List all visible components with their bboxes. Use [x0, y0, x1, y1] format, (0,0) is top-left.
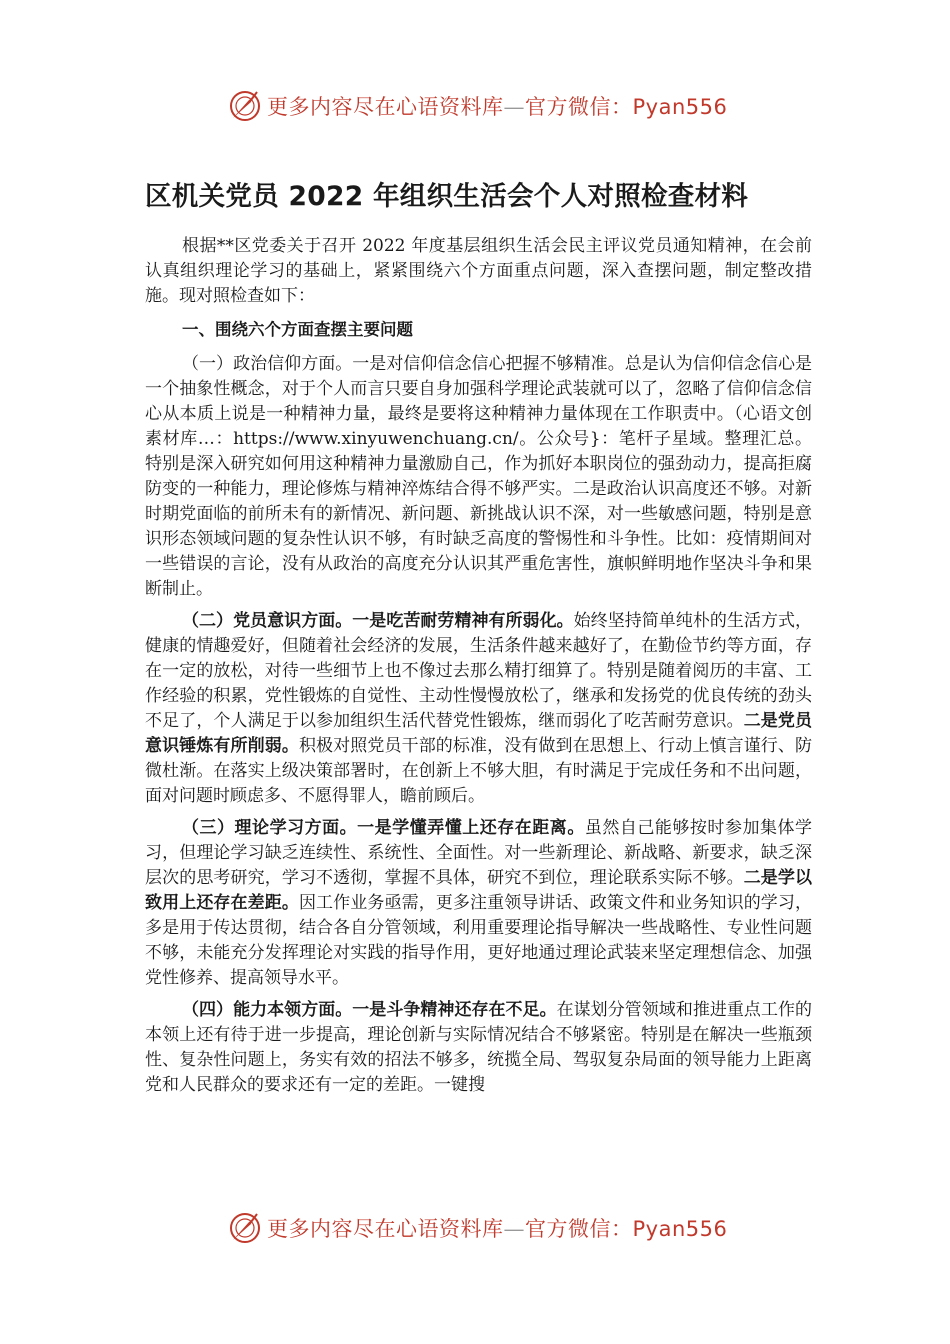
banner-dash: —: [503, 1217, 525, 1241]
document-title: 区机关党员 2022 年组织生活会个人对照检查材料: [145, 181, 749, 212]
banner-text: [267, 91, 727, 121]
paragraph-ability: [145, 998, 812, 1098]
subheading: （二）党员意识方面。一是吃苦耐劳精神有所弱化。: [182, 611, 574, 631]
paragraph-text: 在谋划分管领域和推进重点工作的本领上还有待于进一步提高，理论创新与实际情况结合不够紧密。特别是在解决一些瓶颈性、复杂性问题上，务实有效的招法不够多，统揽全局、驾驭复杂局面的领导能力上距离党和人民群众的要求还有一定的差距。一键搜: [145, 1000, 813, 1095]
paragraph-text: 始终坚持简单纯朴的生活方式，健康的情趣爱好，但随着社会经济的发展，生活条件越来越好了，在勤俭节约等方面，存在一定的放松，对待一些细节上也不像过去那么精打细算了。特别是随着阅历的丰富、工作经验的积累，党性锻炼的自觉性、主动性慢慢放松了，继承和发扬党的优良传统的劲头不足了，个人满足于以参加组织生活代替党性锻炼，继而弱化了吃苦耐劳意识。: [145, 611, 813, 731]
logo-icon: [227, 88, 263, 124]
subheading: 二是学以致用上还存在差距。: [145, 868, 813, 913]
banner-main: 更多内容尽在心语资料库: [267, 1217, 504, 1241]
subheading: （三）理论学习方面。一是学懂弄懂上还存在距离。: [182, 818, 585, 838]
banner-wechat-id: Pyan556: [632, 1217, 728, 1241]
footer-banner: [0, 1208, 950, 1248]
subheading: （四）能力本领方面。一是斗争精神还存在不足。: [182, 1000, 557, 1020]
paragraph-political-belief: （一）政治信仰方面。一是对信仰信念信心把握不够精准。总是认为信仰信念信心是一个抽象性概念，对于个人而言只要自身加强科学理论武装就可以了，忽略了信仰信念信心从本质上说是一种精神力量，最终是要将这种精神力量体现在工作职责中。（心语文创素材库…：https://www.xinyuwenchuang.cn/。公众号}：笔杆子星域。整理汇总。特别是深入研究如何用这种精神力量激励自己，作为抓好本职岗位的强劲动力，提高拒腐防变的一种能力，理论修炼与精神淬炼结合得不够严实。二是政治认识高度还不够。对新时期党面临的前所未有的新情况、新问题、新挑战认识不深，对一些敏感问题，特别是意识形态领域问题的复杂性认识不够，有时缺乏高度的警惕性和斗争性。比如：疫情期间对一些错误的言论，没有从政治的高度充分认识其严重危害性，旗帜鲜明地作坚决斗争和果断制止。: [145, 354, 812, 599]
section-heading-1: 一、围绕六个方面查摆主要问题: [182, 320, 413, 339]
banner-wechat-id: Pyan556: [632, 95, 728, 119]
subheading: 二是党员意识锤炼有所削弱。: [145, 711, 813, 756]
banner-main: 更多内容尽在心语资料库: [267, 95, 504, 119]
header-banner: [0, 86, 950, 126]
paragraph-text: 积极对照党员干部的标准，没有做到在思想上、行动上慎言谨行、防微杜渐。在落实上级决策部署时，在创新上不够大胆，有时满足于完成任务和不出问题，面对问题时顾虑多、不愿得罪人，瞻前顾后。: [145, 736, 813, 806]
paragraph-theory-study: [145, 816, 812, 991]
logo-icon: [227, 1210, 263, 1246]
banner-wechat-label: 官方微信：: [525, 1217, 633, 1241]
banner-text: [267, 1213, 727, 1243]
paragraph-text: 因工作业务亟需，更多注重领导讲话、政策文件和业务知识的学习，多是用于传达贯彻，结合各自分管领域，利用重要理论指导解决一些战略性、专业性问题不够，未能充分发挥理论对实践的指导作用，更好地通过理论武装来坚定理想信念、加强党性修养、提高领导水平。: [145, 893, 813, 988]
document-body: [145, 234, 812, 1105]
banner-dash: —: [503, 95, 525, 119]
banner-wechat-label: 官方微信：: [525, 95, 633, 119]
intro-paragraph: 根据**区党委关于召开 2022 年度基层组织生活会民主评议党员通知精神，在会前认真组织理论学习的基础上，紧紧围绕六个方面重点问题，深入查摆问题，制定整改措施。现对照检查如下：: [145, 236, 812, 306]
paragraph-text: 虽然自己能够按时参加集体学习，但理论学习缺乏连续性、系统性、全面性。对一些新理论、新战略、新要求，缺乏深层次的思考研究，学习不透彻，掌握不具体，研究不到位，理论联系实际不够。: [145, 818, 812, 888]
paragraph-party-awareness: [145, 609, 812, 809]
